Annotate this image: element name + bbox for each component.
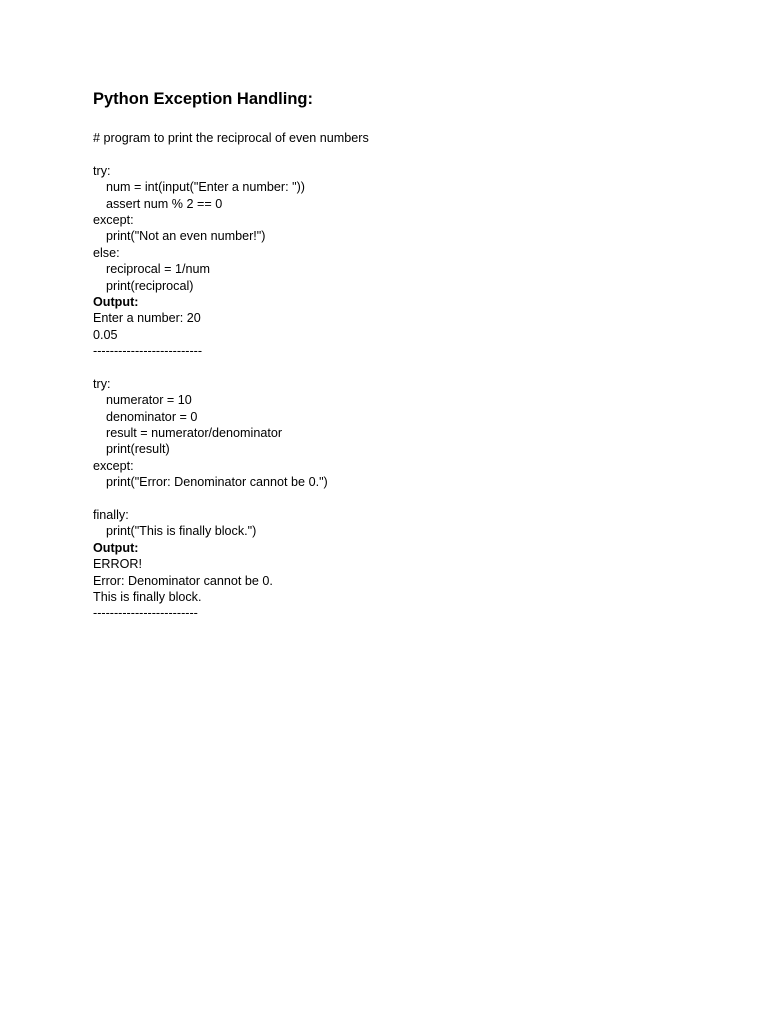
text-line: -------------------------	[93, 606, 198, 621]
output-heading: Output:	[93, 294, 139, 309]
text-line: num = int(input("Enter a number: "))	[106, 180, 305, 195]
document-page	[93, 88, 713, 622]
text-line: else:	[93, 245, 120, 260]
text-line: try:	[93, 163, 111, 178]
text-line: print("Not an even number!")	[106, 229, 266, 244]
text-line: This is finally block.	[93, 589, 202, 604]
text-line: denominator = 0	[106, 409, 198, 424]
text-line: reciprocal = 1/num	[106, 262, 210, 277]
text-line: 0.05	[93, 327, 118, 342]
page-title: Python Exception Handling:	[93, 90, 314, 108]
text-line: result = numerator/denominator	[106, 426, 283, 441]
text-line: except:	[93, 212, 134, 227]
text-line: --------------------------	[93, 344, 203, 359]
text-line: print(result)	[106, 442, 170, 457]
text-line: finally:	[93, 507, 129, 522]
text-line: except:	[93, 458, 134, 473]
document-body	[93, 130, 713, 622]
blank-line	[93, 491, 713, 507]
text-line: try:	[93, 376, 111, 391]
text-line: assert num % 2 == 0	[106, 196, 223, 211]
text-line: print(reciprocal)	[106, 278, 194, 293]
text-line: Enter a number: 20	[93, 311, 201, 326]
blank-line	[93, 146, 713, 162]
text-line: Error: Denominator cannot be 0.	[93, 573, 273, 588]
title-spacer	[93, 110, 713, 130]
text-line: print("This is finally block.")	[106, 524, 257, 539]
text-line: ERROR!	[93, 557, 142, 572]
output-heading: Output:	[93, 540, 139, 555]
blank-line	[93, 359, 713, 375]
text-line: # program to print the reciprocal of even numbers	[93, 131, 369, 145]
text-line: print("Error: Denominator cannot be 0.")	[106, 475, 328, 490]
text-line: numerator = 10	[106, 393, 192, 408]
